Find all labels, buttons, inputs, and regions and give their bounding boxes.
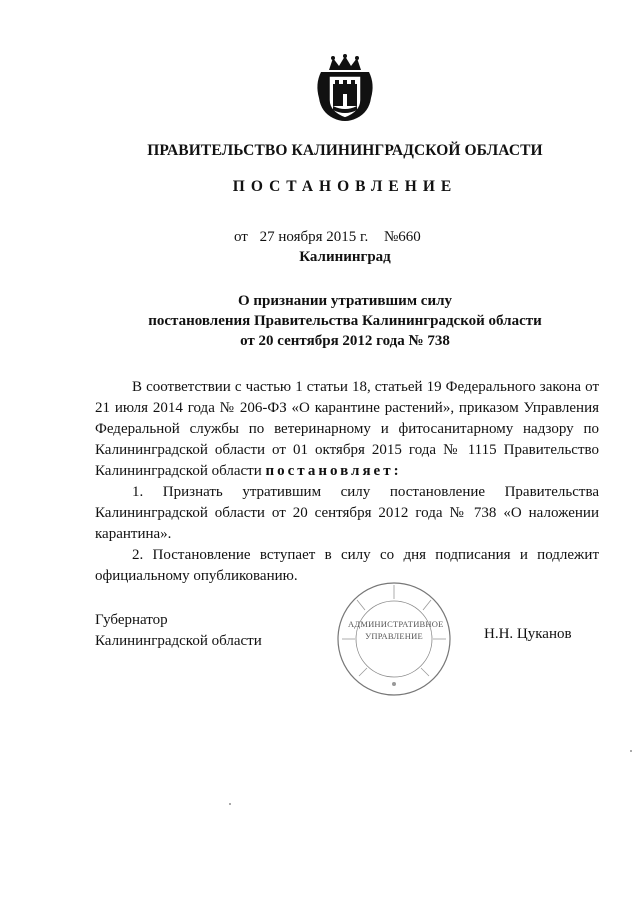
seal-text-line: УПРАВЛЕНИЕ — [365, 631, 423, 641]
scan-speck — [229, 803, 231, 805]
signer-position-line: Губернатор — [95, 612, 168, 628]
body-paragraph: 1. Признать утратившим силу постановление Правительства Калининградской области от 20 сентября 2012 года № 738 «О наложении карантина». — [95, 484, 599, 542]
date-line — [234, 229, 421, 246]
city: Калининград — [299, 249, 391, 265]
seal-text — [348, 618, 444, 642]
body-paragraph: 2. Постановление вступает в силу со дня подписания и подлежит официальному опубликованию. — [95, 547, 599, 584]
body-paragraph — [95, 377, 599, 482]
signer-name: Н.Н. Цуканов — [484, 626, 572, 642]
signer-position — [95, 610, 262, 652]
subject-line: постановления Правительства Калининградской области — [148, 313, 542, 329]
document-date: 27 ноября 2015 г. — [259, 229, 369, 245]
government-title: ПРАВИТЕЛЬСТВО КАЛИНИНГРАДСКОЙ ОБЛАСТИ — [147, 142, 543, 159]
coat-of-arms-icon — [313, 54, 377, 126]
subject-line: О признании утратившим силу — [238, 293, 452, 309]
seal-text-line: АДМИНИСТРАТИВНОЕ — [348, 619, 444, 629]
preamble-text: В соответствии с частью 1 статьи 18, статьей 19 Федерального закона от 21 июля 2014 года № 206-ФЗ «О карантине растений», приказом Управления Федеральной службы по ветеринарному и фитосанитарному надзору по Калининградской области от 01 октября 2015 года № 1115 Правительство Калининградской области — [95, 379, 599, 479]
document-number: №660 — [384, 229, 421, 245]
document-body — [95, 377, 599, 587]
subject-line: от 20 сентября 2012 года № 738 — [240, 333, 450, 349]
document-type: ПОСТАНОВЛЕНИЕ — [232, 178, 458, 195]
scan-speck — [630, 750, 632, 752]
date-prefix: от — [234, 229, 248, 245]
resolution-verb: постановляет: — [265, 463, 402, 479]
document-subject — [0, 291, 640, 351]
signer-position-line: Калининградской области — [95, 633, 262, 649]
